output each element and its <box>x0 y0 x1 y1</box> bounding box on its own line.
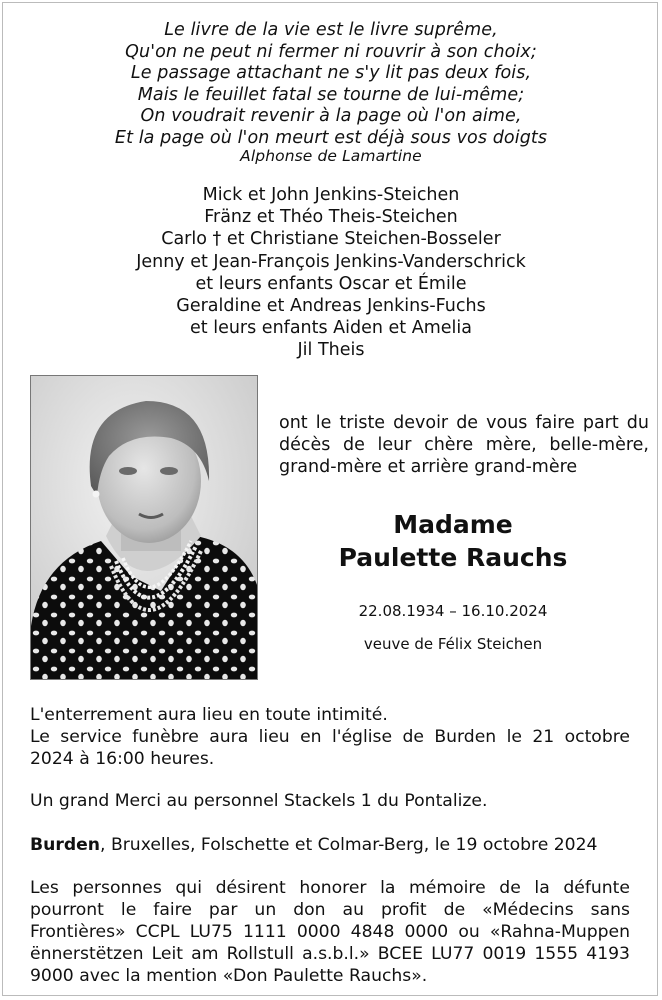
widow-of: veuve de Félix Steichen <box>363 635 543 653</box>
donation-info <box>30 877 630 987</box>
family-line: Fränz et Théo Theis-Steichen <box>204 207 458 228</box>
family-line: Carlo † et Christiane Steichen-Bosseler <box>161 229 501 250</box>
family-line: et leurs enfants Oscar et Émile <box>195 273 467 294</box>
portrait-illustration <box>31 376 258 680</box>
family-line: Geraldine et Andreas Jenkins-Fuchs <box>176 296 486 317</box>
poem-line: Qu'on ne peut ni fermer ni rouvrir à son choix; <box>125 41 537 62</box>
deceased-full-name: Paulette Rauchs <box>338 543 568 572</box>
poem-line: Le livre de la vie est le livre suprême, <box>164 20 498 40</box>
announcement <box>279 412 649 478</box>
poem-line: Mais le feuillet fatal se tourne de lui-même; <box>137 84 525 105</box>
thanks-text: Un grand Merci au personnel Stackels 1 du Pontalize. <box>30 791 488 811</box>
place-bold: Burden <box>30 835 101 855</box>
poem-line: Et la page où l'on meurt est déjà sous vos doigts <box>114 127 548 148</box>
funeral-line: Le service funèbre aura lieu en l'église de Burden le 21 octobre <box>30 727 630 747</box>
funeral-info <box>30 704 630 770</box>
family-line: Jil Theis <box>297 340 365 361</box>
portrait-photo <box>30 375 258 680</box>
life-dates: 22.08.1934 – 16.10.2024 <box>358 602 548 620</box>
deceased-title: Madame <box>393 510 513 539</box>
donation-line: ënnerstëtzen Leit am Rollstull a.s.b.l.» BCEE LU77 0019 1555 4193 <box>30 944 630 964</box>
family-line: Jenny et Jean-François Jenkins-Vanderschrick <box>136 251 526 272</box>
announcement-line: ont le triste devoir de vous faire part du <box>279 413 649 433</box>
place-rest: , Bruxelles, Folschette et Colmar-Berg, le 19 octobre 2024 <box>100 835 598 855</box>
funeral-line: L'enterrement aura lieu en toute intimité. <box>30 705 388 725</box>
family-line: Mick et John Jenkins-Steichen <box>202 185 460 205</box>
donation-line: 9000 avec la mention «Don Paulette Rauchs». <box>30 966 428 986</box>
funeral-line: 2024 à 16:00 heures. <box>30 749 215 769</box>
place-date <box>30 834 630 856</box>
family-list <box>0 184 662 362</box>
poem-line: Le passage attachant ne s'y lit pas deux fois, <box>130 63 532 83</box>
announcement-line: grand-mère et arrière grand-mère <box>279 457 578 477</box>
donation-line: Les personnes qui désirent honorer la mémoire de la défunte <box>30 878 630 898</box>
poem-author: Alphonse de Lamartine <box>240 147 422 165</box>
poem <box>0 20 662 166</box>
family-line: et leurs enfants Aiden et Amelia <box>190 318 472 339</box>
poem-line: On voudrait revenir à la page où l'on aime, <box>140 106 522 126</box>
deceased-name <box>270 508 636 574</box>
donation-line: pourront le faire par un don au profit de «Médecins sans <box>30 900 630 920</box>
announcement-line: décès de leur chère mère, belle-mère, <box>279 435 649 455</box>
donation-line: Frontières» CCPL LU75 1111 0000 4848 0000 ou «Rahna-Muppen <box>30 922 630 942</box>
